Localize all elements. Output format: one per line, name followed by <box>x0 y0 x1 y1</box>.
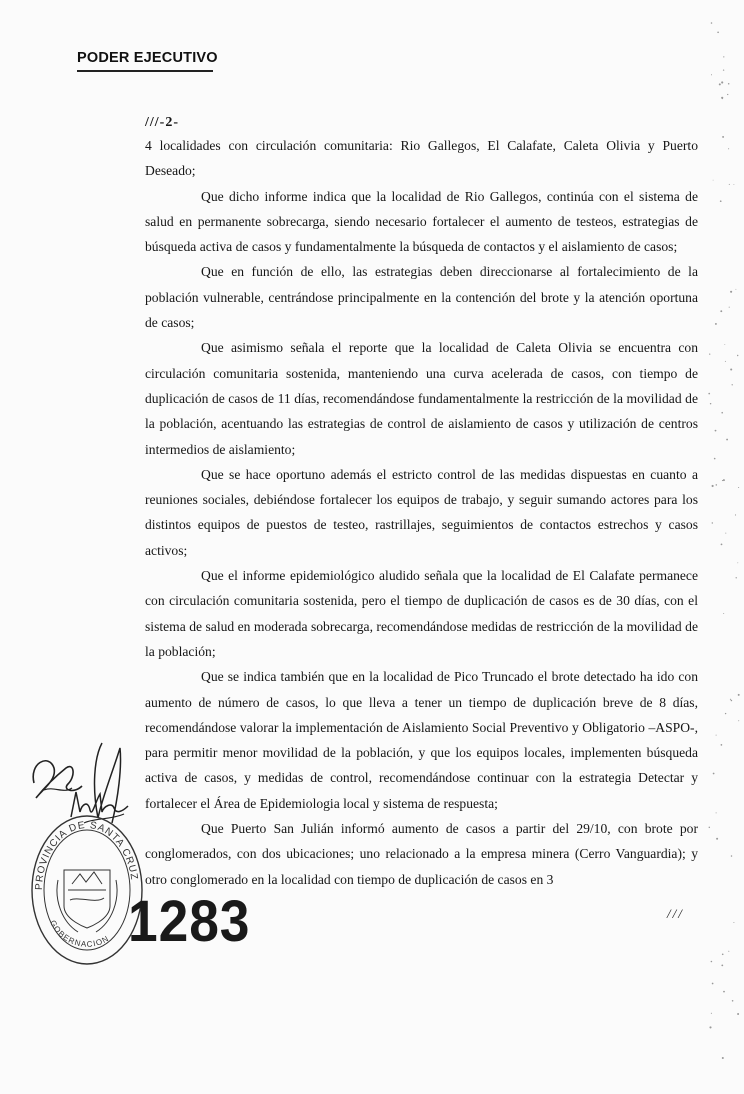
scan-speck <box>730 291 732 293</box>
scan-speck <box>722 1057 724 1059</box>
scan-speck <box>711 22 713 24</box>
seal-top-text: PROVINCIA DE SANTA CRUZ <box>33 819 140 891</box>
scan-speck <box>715 323 717 325</box>
scan-speck <box>738 694 740 696</box>
scan-speck <box>723 991 725 993</box>
scan-speck <box>727 94 728 95</box>
scan-speck <box>712 522 713 523</box>
continuation-marker: /// <box>667 906 684 921</box>
svg-text:PROVINCIA DE SANTA CRUZ <box>34 820 140 890</box>
scan-noise <box>704 0 744 1094</box>
scan-speck <box>714 458 716 460</box>
scan-speck <box>726 439 728 441</box>
page-number-marker: ///-2- <box>145 115 179 130</box>
scan-speck <box>716 838 718 840</box>
body-paragraph: 4 localidades con circulación comunitaria: Rio Gallegos, El Calafate, Caleta Olivia y Puerto Deseado; <box>145 138 698 179</box>
stamped-decree-number: 1283 <box>128 889 251 954</box>
scan-speck <box>715 430 717 432</box>
scan-speck <box>733 922 734 923</box>
scan-speck <box>709 353 710 354</box>
scan-speck <box>735 514 736 515</box>
scan-speck <box>708 393 710 395</box>
scan-speck <box>710 403 711 404</box>
body-paragraph: Que se hace oportuno además el estricto control de las medidas dispuestas en cuanto a reuniones sociales, debiéndose fortalecer los equipos de trabajo, y seguir sumando actores para los distintos equipos de puestos de testeo, rastrillajes, seguimientos de contactos estrechos y casos activos; <box>145 466 698 558</box>
scan-speck <box>730 368 732 370</box>
scan-speck <box>711 74 712 75</box>
scan-speck <box>738 487 739 488</box>
scan-speck <box>723 56 724 57</box>
scan-speck <box>736 577 737 578</box>
seal-bottom-text: GOBERNACION <box>48 918 111 949</box>
seal-emblem-icon <box>57 870 117 932</box>
scan-speck <box>716 484 718 486</box>
scan-speck <box>738 720 739 721</box>
scan-speck <box>729 307 730 308</box>
scan-speck <box>713 773 715 775</box>
scan-speck <box>720 310 722 312</box>
scan-speck <box>733 184 734 185</box>
scan-speck <box>731 700 733 702</box>
scan-speck <box>719 83 721 85</box>
scan-speck <box>721 744 723 746</box>
svg-text:GOBERNACION <box>48 919 111 949</box>
scan-speck <box>716 812 717 813</box>
scan-speck <box>724 344 725 345</box>
body-paragraph: Que se indica también que en la localidad de Pico Truncado el brote detectado ha ido con aumento de número de casos, lo que lleva a tener un tiempo de duplicación breve de 8 días, recomendándose valorar la implementación de Aislamiento Social Preventivo y Obligatorio –ASPO-, para permitir menor movilidad de la población, y que los equipos locales, implementen búsqueda activa de casos, y medidas de control, recomendándose continuar con la estrategia Detectar y fortalecer el Área de Epidemiologia local y sistema de respuesta; <box>145 669 698 811</box>
scan-speck <box>725 533 726 534</box>
scan-speck <box>728 83 730 85</box>
scan-speck <box>732 1000 734 1002</box>
scan-speck <box>711 1013 712 1014</box>
scan-speck <box>711 961 713 963</box>
scan-speck <box>723 479 725 481</box>
scan-speck <box>713 180 714 181</box>
body-paragraph: Que el informe epidemiológico aludido señala que la localidad de El Calafate permanece con circulación comunitaria sostenida, pero el tiempo de duplicación de casos es de 30 días, con el sistema de salud en moderada sobrecarga, recomendándose medidas de restricción de la movilidad de la población; <box>145 568 698 659</box>
scan-speck <box>712 983 714 985</box>
body-paragraph: Que dicho informe indica que la localidad de Rio Gallegos, continúa con el sistema de salud en permanente sobrecarga, siendo necesario fortalecer el aumento de testeos, estrategias de búsqueda activa de casos y fundamentalmente la búsqueda de contactos y el aislamiento de casos; <box>145 188 698 255</box>
scan-speck <box>737 1013 739 1015</box>
scan-speck <box>722 480 723 481</box>
scan-speck <box>729 184 730 185</box>
scan-speck <box>723 69 724 70</box>
body-paragraph: Que asimismo señala el reporte que la localidad de Caleta Olivia se encuentra con circulación comunitaria sostenida, manteniendo una curva acelerada de casos, con tiempo de duplicación de casos de 11 días, recomendándose fundamentalmente la restricción de la movilidad de la población, acentuando las estrategias de control de aislamiento de casos y utilización de centros intermedios de aislamiento; <box>145 340 698 457</box>
page-header-title: PODER EJECUTIVO <box>77 50 218 66</box>
body-paragraph: Que Puerto San Julián informó aumento de casos a partir del 29/10, con brote por conglomerados, con dos ubicaciones; uno relacionado a la empresa minera (Cerro Vanguardia); y otro conglomerado en la localidad con tiempo de duplicación de casos en 3 <box>145 821 698 887</box>
scan-speck <box>728 951 729 952</box>
scan-speck <box>709 827 710 828</box>
scan-speck <box>722 953 724 955</box>
scan-speck <box>717 31 719 33</box>
scan-speck <box>721 544 723 546</box>
header-underline <box>77 70 213 72</box>
scan-speck <box>716 735 717 736</box>
body-paragraph: Que en función de ello, las estrategias deben direccionarse al fortalecimiento de la población vulnerable, centrándose principalmente en la contención del brote y la atención oportuna de casos; <box>145 264 698 331</box>
scan-speck <box>722 136 724 138</box>
scan-speck <box>721 964 723 966</box>
scan-speck <box>730 699 731 700</box>
scan-speck <box>725 361 726 362</box>
scan-speck <box>721 97 723 99</box>
scan-speck <box>720 200 722 202</box>
scan-speck <box>728 148 729 149</box>
scan-speck <box>709 1026 711 1028</box>
scan-speck <box>712 485 714 487</box>
scan-speck <box>721 81 723 83</box>
scan-speck <box>723 613 724 614</box>
scan-speck <box>721 412 723 414</box>
scan-speck <box>735 289 736 290</box>
scan-speck <box>737 355 738 356</box>
scan-speck <box>725 713 726 714</box>
document-body <box>145 133 698 892</box>
scan-speck <box>732 384 733 385</box>
scan-speck <box>731 855 733 857</box>
scan-speck <box>737 562 738 563</box>
